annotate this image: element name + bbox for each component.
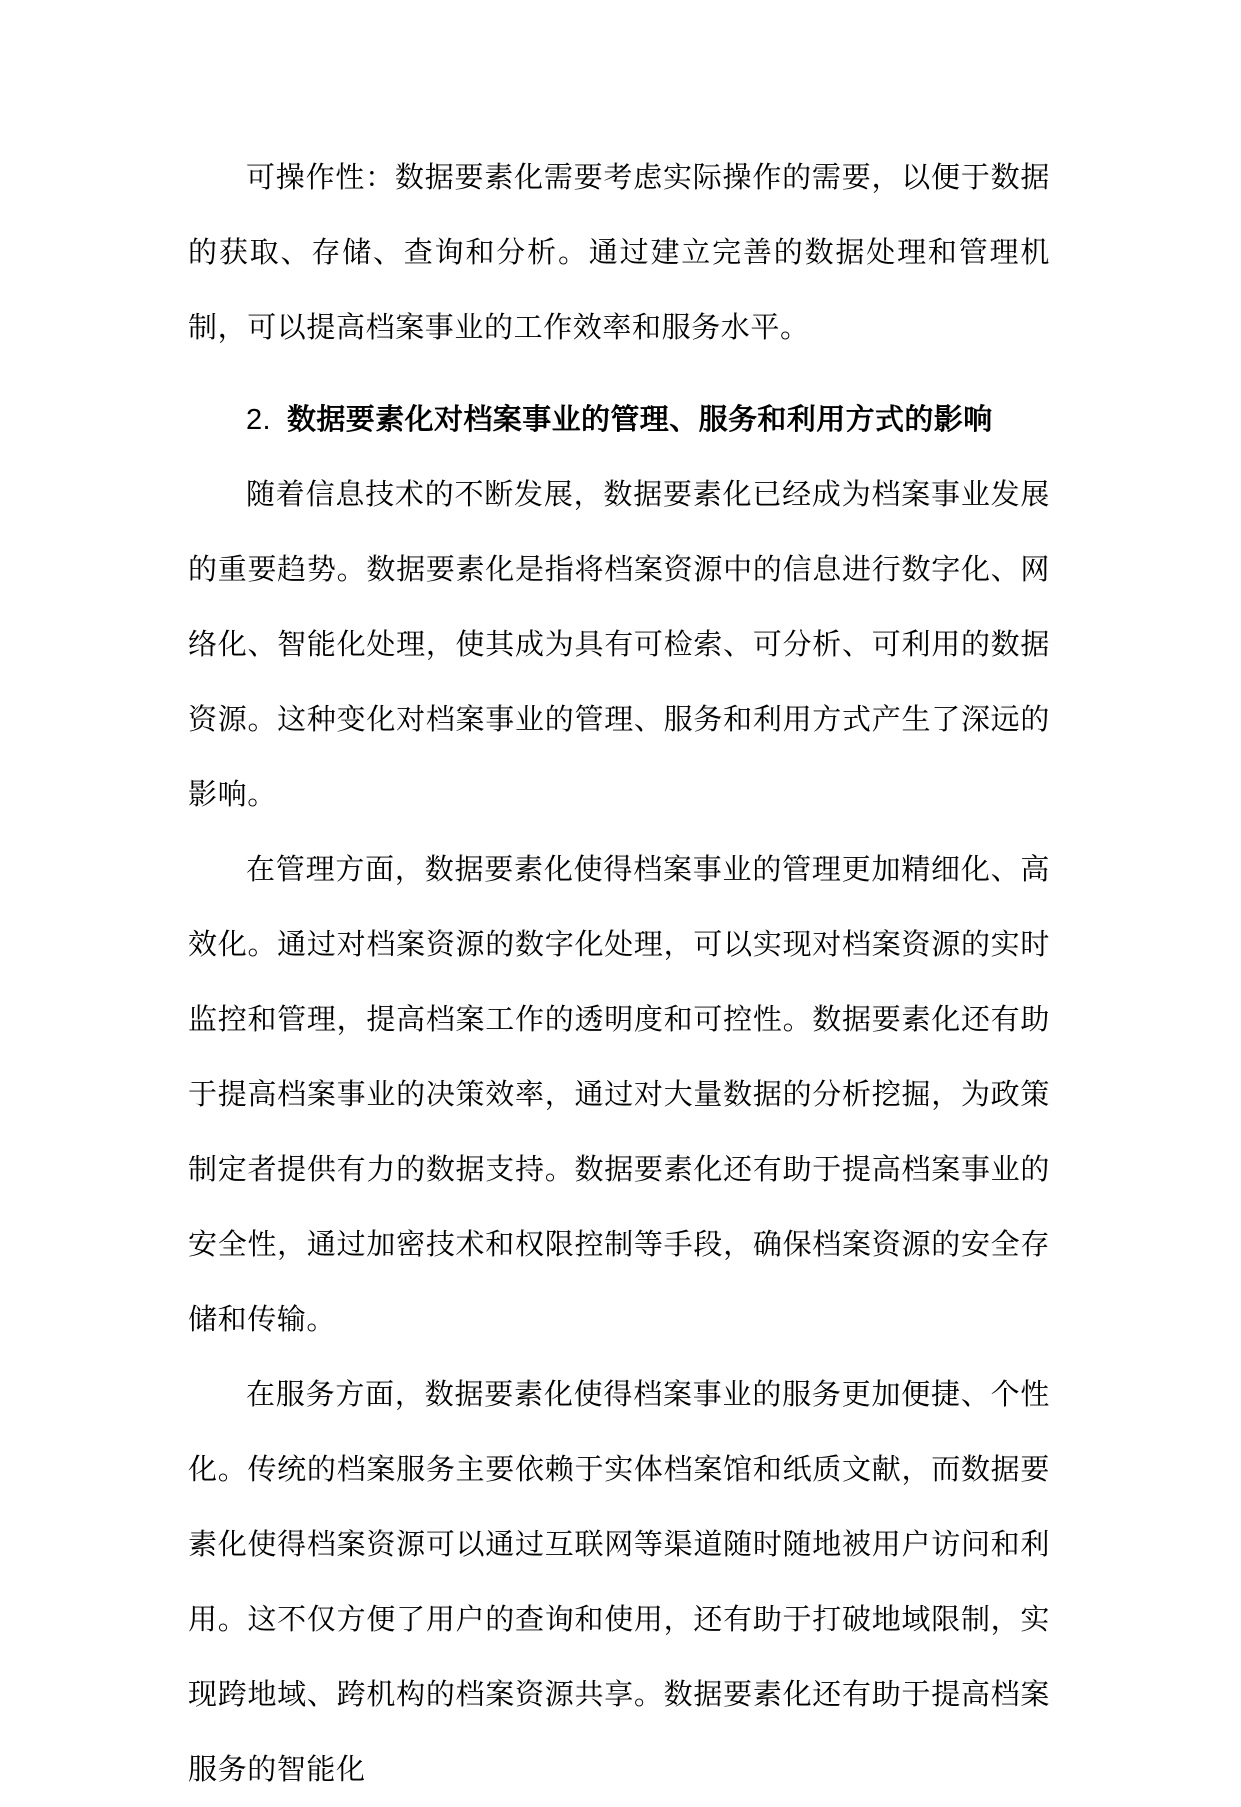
paragraph-management: 在管理方面，数据要素化使得档案事业的管理更加精细化、高效化。通过对档案资源的数字化处理，可以实现对档案资源的实时监控和管理，提高档案工作的透明度和可控性。数据要素化还有助于提高档案事业的决策效率，通过对大量数据的分析挖掘，为政策制定者提供有力的数据支持。数据要素化还有助于提高档案事业的安全性，通过加密技术和权限控制等手段，确保档案资源的安全存储和传输。 [188,852,1050,1336]
paragraph-intro: 随着信息技术的不断发展，数据要素化已经成为档案事业发展的重要趋势。数据要素化是指将档案资源中的信息进行数字化、网络化、智能化处理，使其成为具有可检索、可分析、可利用的数据资源。这种变化对档案事业的管理、服务和利用方式产生了深远的影响。 [188,477,1050,811]
section-heading [188,382,1050,457]
paragraph-operability: 可操作性：数据要素化需要考虑实际操作的需要，以便于数据的获取、存储、查询和分析。通过建立完善的数据处理和管理机制，可以提高档案事业的工作效率和服务水平。 [188,160,1050,344]
section-title: 数据要素化对档案事业的管理、服务和利用方式的影响 [287,402,993,436]
document-body [188,140,1050,1807]
paragraph-service: 在服务方面，数据要素化使得档案事业的服务更加便捷、个性化。传统的档案服务主要依赖于实体档案馆和纸质文献，而数据要素化使得档案资源可以通过互联网等渠道随时随地被用户访问和利用。这不仅方便了用户的查询和使用，还有助于打破地域限制，实现跨地域、跨机构的档案资源共享。数据要素化还有助于提高档案服务的智能化 [188,1377,1050,1786]
section-number: 2. [246,404,271,436]
